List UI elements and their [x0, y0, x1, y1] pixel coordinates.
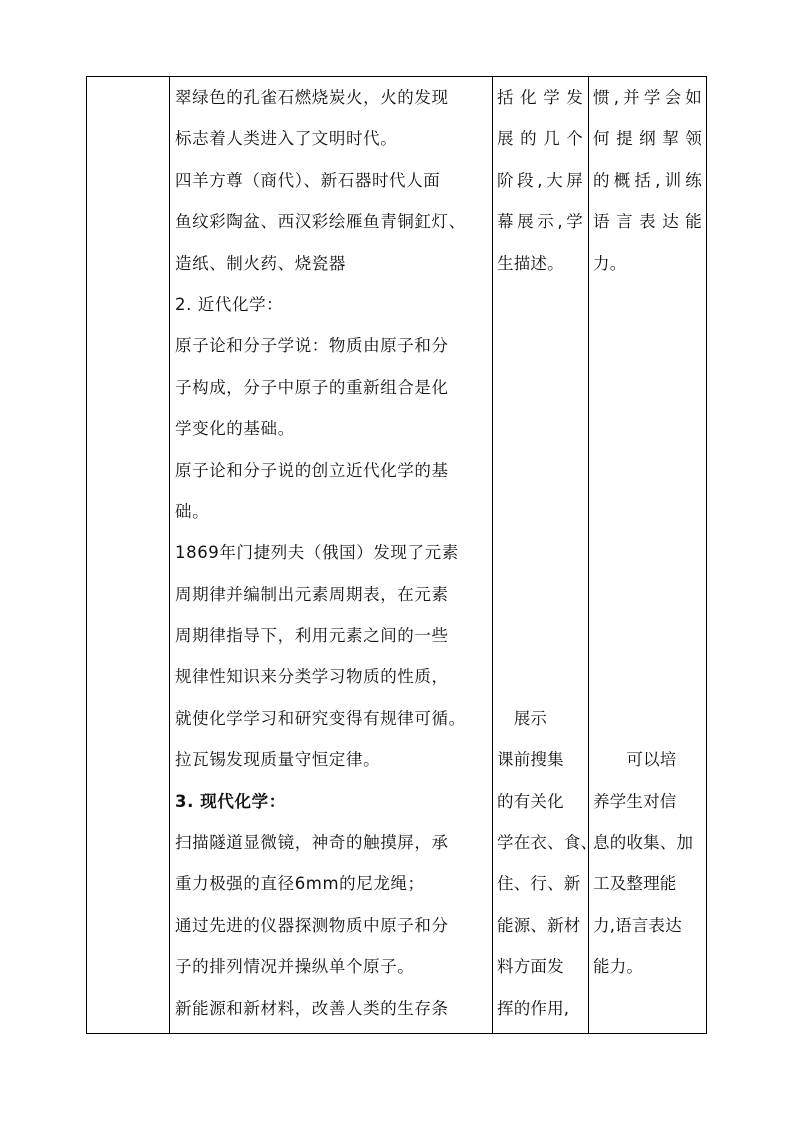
intent-line: 养学生对信 — [593, 791, 677, 811]
activity-line: 学在衣、食、 — [497, 833, 598, 853]
content-line: 造纸、制火药、烧瓷器 — [175, 253, 346, 273]
content-line: 扫描隧道显微镜，神奇的触摸屏，承 — [175, 833, 449, 853]
content-line: 子的排列情况并操纵单个原子。 — [175, 957, 415, 977]
activity-line: 生描述。 — [497, 253, 564, 273]
content-line: 通过先进的仪器探测物质中原子和分 — [175, 915, 449, 935]
content-line: 新能源和新材料，改善人类的生存条 — [175, 998, 449, 1018]
student-activity-cell — [492, 77, 598, 1033]
design-intent-cell — [588, 77, 707, 1033]
content-line: 标志着人类进入了文明时代。 — [175, 129, 398, 149]
intent-line: 何提纲挈领 — [593, 129, 702, 149]
section-heading: 3. 现代化学： — [175, 791, 286, 811]
intent-line: 工及整理能 — [593, 874, 677, 894]
content-line: 原子论和分子说的创立近代化学的基 — [175, 460, 449, 480]
intent-line: 惯,并学会如 — [593, 88, 702, 107]
activity-line: 阶段,大屏 — [497, 170, 583, 190]
activity-line: 幕展示,学 — [497, 212, 583, 232]
intent-line: 的概括,训练 — [593, 170, 702, 190]
content-line: 四羊方尊（商代）、新石器时代人面 — [175, 170, 441, 190]
activity-line: 展示 — [497, 708, 548, 728]
activity-line: 的有关化 — [497, 791, 564, 811]
content-line: 学变化的基础。 — [175, 419, 295, 439]
activity-line: 挥的作用, — [497, 998, 570, 1018]
intent-line: 能力。 — [593, 957, 644, 977]
content-line: 周期律指导下，利用元素之间的一些 — [175, 626, 449, 646]
content-line: 规律性知识来分类学习物质的性质， — [175, 667, 449, 687]
intent-line: 息的收集、加 — [593, 833, 694, 853]
activity-line: 料方面发 — [497, 957, 564, 977]
intent-line: 语言表达能 — [593, 212, 702, 232]
content-line: 翠绿色的孔雀石燃烧炭火，火的发现 — [175, 88, 449, 107]
content-line: 础。 — [175, 501, 210, 521]
content-line: 周期律并编制出元素周期表，在元素 — [175, 584, 449, 604]
content-line: 拉瓦锡发现质量守恒定律。 — [175, 750, 381, 770]
lesson-table — [86, 76, 707, 1034]
intent-line: 可以培 — [593, 750, 677, 770]
activity-line: 能源、新材 — [497, 915, 581, 935]
content-line: 1869年门捷列夫（俄国）发现了元素 — [175, 543, 459, 563]
activity-line: 课前搜集 — [497, 750, 564, 770]
content-line: 子构成，分子中原子的重新组合是化 — [175, 377, 449, 397]
activity-line: 展的几个 — [497, 129, 583, 149]
teaching-content-cell — [169, 77, 492, 1033]
content-line: 原子论和分子学说：物质由原子和分 — [175, 336, 449, 356]
intent-line: 力,语言表达 — [593, 915, 682, 935]
content-line: 重力极强的直径6mm的尼龙绳； — [175, 874, 425, 894]
activity-line: 括化学发 — [497, 88, 583, 107]
section-heading: 2. 近代化学： — [175, 294, 284, 314]
intent-line: 力。 — [593, 253, 627, 273]
content-line: 就使化学学习和研究变得有规律可循。 — [175, 708, 466, 728]
activity-line: 住、行、新 — [497, 874, 581, 894]
empty-cell — [87, 77, 169, 1033]
content-line: 鱼纹彩陶盆、西汉彩绘雁鱼青铜釭灯、 — [175, 212, 466, 232]
